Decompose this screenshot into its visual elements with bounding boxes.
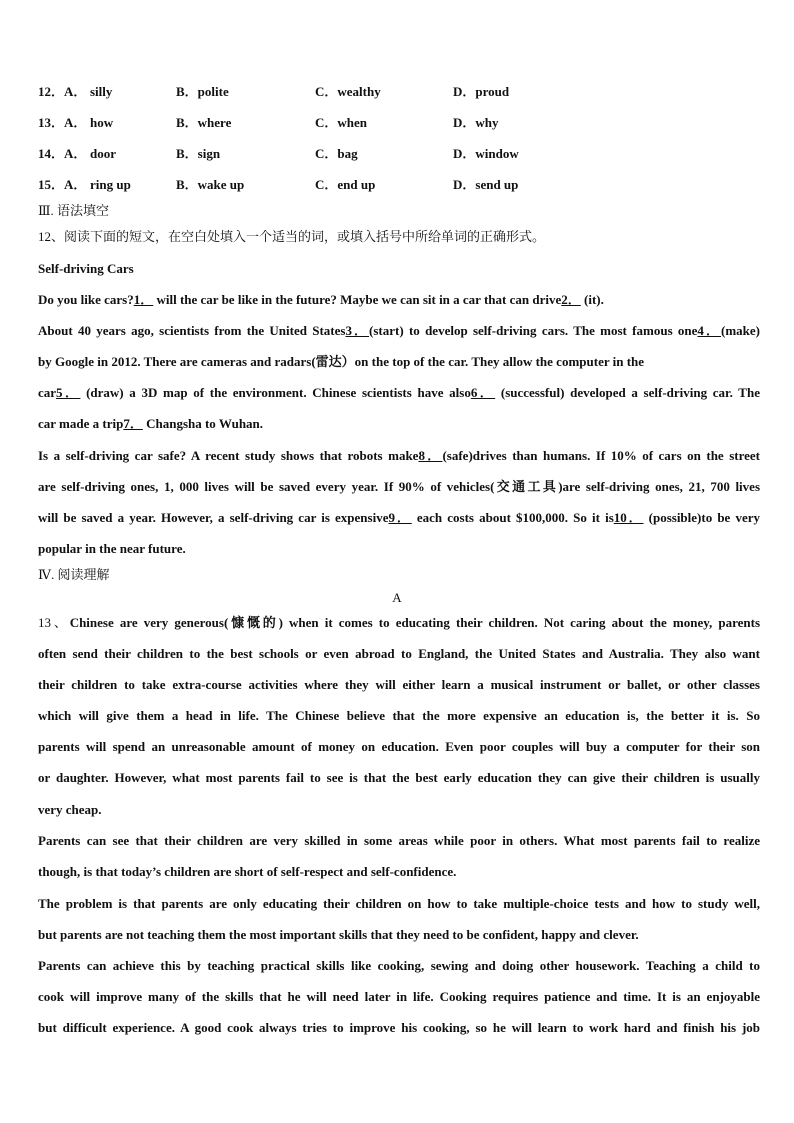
passage-line: popular in the near future. [38,541,186,556]
reading-line: their children to take extra-course activities where they will either learn a musical instrument or ballet, or other classes [38,677,760,692]
option-a: ring up [90,177,131,192]
option-d: D．window [453,146,519,161]
passage-label: A [392,590,402,605]
blank-1: 1． [133,292,154,307]
option-b: B．wake up [176,177,245,192]
reading-line [38,614,760,632]
text: will the car be like in the future? Maybe we can sit in a car that can drive [153,292,562,307]
option-c: C．end up [315,177,376,192]
option-c: C．when [315,115,368,130]
text: (safe)drives than humans. If 10% of cars on the street [442,448,760,463]
option-d: D．why [453,115,499,130]
blank-7: 7． [123,416,143,431]
text: each costs about $100,000. So it is [411,510,614,525]
passage-line: by Google in 2012. There are cameras and radars(雷达）on the top of the car. They allow the computer in the [38,354,645,369]
reading-line: which will give them a head in life. The Chinese believe that the more expensive an education is, the better it is. So [38,708,760,723]
text: (draw) a 3D map of the environment. Chinese scientists have also [80,385,471,400]
blank-3: 3． [345,323,370,338]
option-number: 14．A． [38,146,87,161]
reading-line: cook will improve many of the skills that he will need later in life. Cooking requires patience and time. It is an enjoyable [38,989,760,1004]
passage-line [38,322,760,340]
text: Do you like cars? [38,292,134,307]
option-c: C．wealthy [315,84,381,99]
text: (make) [721,323,760,338]
reading-line: Parents can achieve this by teaching practical skills like cooking, sewing and doing other housework. Teaching a child to [38,958,760,973]
reading-line: or daughter. However, what most parents fail to see is that the best early education they can give their children is usually [38,770,760,785]
text: (possible)to be very [643,510,760,525]
passage-line [38,415,760,433]
option-b: B．where [176,115,232,130]
reading-line: but difficult experience. A good cook always tries to improve his cooking, so he will learn to work hard and finish his job [38,1020,760,1035]
passage-title: Self-driving Cars [38,261,134,276]
text: (start) to develop self-driving cars. The most famous one [369,323,698,338]
grammar-instruction: 12、阅读下面的短文，在空白处填入一个适当的词，或填入括号中所给单词的正确形式。 [38,229,546,244]
blank-2: 2． [561,292,581,307]
section-heading-grammar: Ⅲ. 语法填空 [38,203,110,218]
passage-line [38,447,760,465]
text: (it). [580,292,604,307]
option-d: D．proud [453,84,510,99]
passage-line [38,384,760,402]
text: Chinese are very generous(慷慨的) when it comes to educating their children. Not caring about the money, parents [69,615,760,630]
text: (successful) developed a self-driving car. The [495,385,760,400]
text: Is a self-driving car safe? A recent study shows that robots make [38,448,419,463]
blank-9: 9． [388,510,412,525]
option-d: D．send up [453,177,519,192]
option-number: 15．A． [38,177,87,192]
option-number: 13．A． [38,115,87,130]
text: car [38,385,57,400]
question-number: 13、 [38,615,70,630]
option-a: how [90,115,114,130]
reading-line: but parents are not teaching them the most important skills that they need to be confident, happy and clever. [38,927,639,942]
blank-5: 5． [56,385,81,400]
reading-line: often send their children to the best schools or even abroad to England, the United States and Australia. They also want [38,646,760,661]
option-b: B．sign [176,146,221,161]
blank-10: 10． [613,510,644,525]
option-a: door [90,146,116,161]
passage-line [38,291,760,309]
reading-line: though, is that today’s children are short of self-respect and self-confidence. [38,864,457,879]
option-number: 12．A． [38,84,87,99]
reading-line: The problem is that parents are only educating their children on how to take multiple-choice tests and how to study well, [38,896,760,911]
reading-line: Parents can see that their children are very skilled in some areas while poor in others. What most parents fail to realize [38,833,760,848]
text: About 40 years ago, scientists from the United States [38,323,346,338]
reading-line: parents will spend an unreasonable amount of money on education. Even poor couples will buy a computer for their son [38,739,760,754]
section-heading-reading: Ⅳ. 阅读理解 [38,567,110,582]
option-c: C．bag [315,146,358,161]
blank-6: 6． [470,385,496,400]
blank-8: 8． [418,448,443,463]
text: Changsha to Wuhan. [142,416,264,431]
option-b: B．polite [176,84,229,99]
passage-line [38,509,760,527]
blank-4: 4． [697,323,721,338]
reading-line: very cheap. [38,802,102,817]
passage-line: are self-driving ones, 1, 000 lives will be saved every year. If 90% of vehicles(交通工具)are self-driving ones, 21, 700 lives [38,479,760,494]
option-a: silly [90,84,113,99]
text: car made a trip [38,416,124,431]
text: will be saved a year. However, a self-driving car is expensive [38,510,389,525]
